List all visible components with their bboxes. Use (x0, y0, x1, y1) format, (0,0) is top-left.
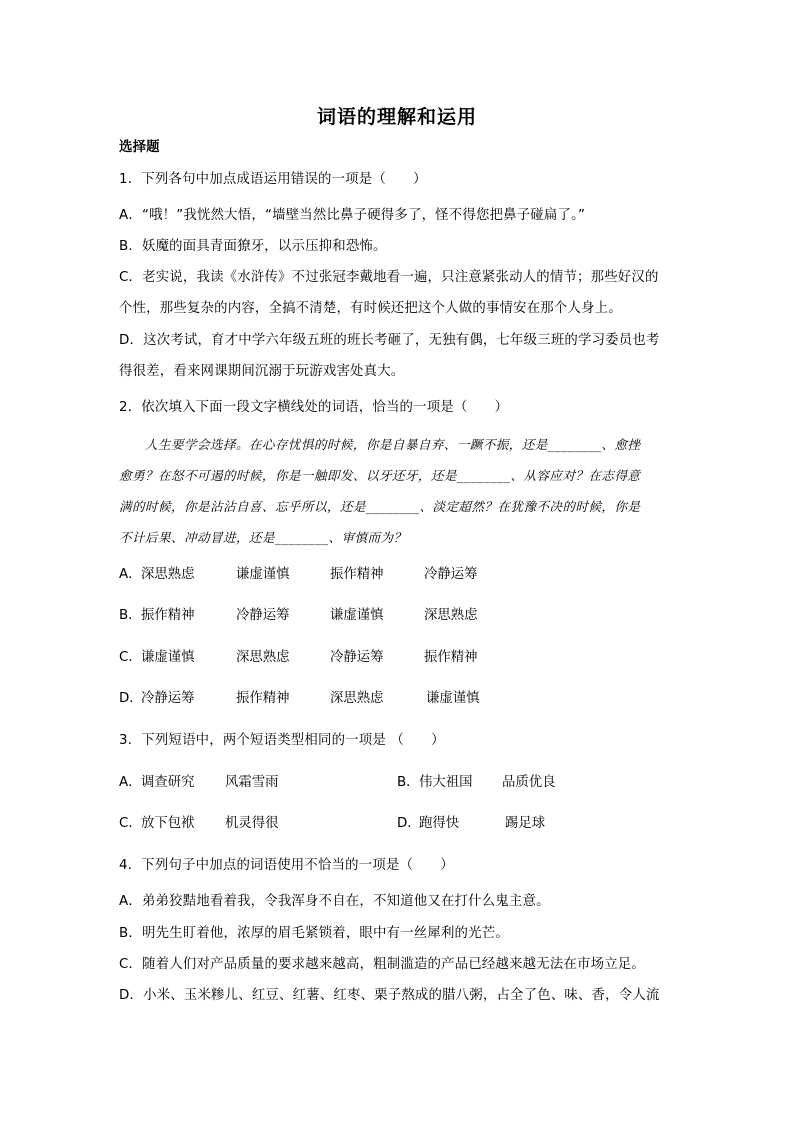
question-4-option-a: A．弟弟狡黠地看着我，令我浑身不自在，不知道他又在打什么鬼主意。 (119, 894, 550, 909)
option-word: 风霜雪雨 (225, 775, 279, 790)
option-word: 深思熟虑 (424, 608, 478, 623)
question-1-option-c-line2: 个性，那些复杂的内容，全搞不清楚，有时候还把这个人做的事情安在那个人身上。 (119, 301, 622, 316)
option-label: D． (397, 816, 421, 831)
option-label: D． (119, 691, 143, 706)
option-word: 谦虚谨慎 (330, 608, 384, 623)
option-word: 谦虚谨慎 (426, 691, 480, 706)
option-word: 谦虚谨慎 (236, 567, 290, 582)
option-label: C． (119, 650, 142, 665)
question-4-stem: 4．下列句子中加点的词语使用不恰当的一项是（ ） (119, 858, 454, 873)
option-word: 深思熟虑 (236, 650, 290, 665)
option-word: 踢足球 (505, 816, 546, 831)
option-word: 振作精神 (330, 567, 384, 582)
option-word: 振作精神 (424, 650, 478, 665)
question-4-option-c: C．随着人们对产品质量的要求越来越高，粗制滥造的产品已经越来越无法在市场立足。 (119, 957, 645, 972)
option-word: 机灵得很 (225, 816, 279, 831)
option-word: 品质优良 (502, 775, 556, 790)
option-word: 跑得快 (419, 816, 460, 831)
question-4-option-d: D．小米、玉米糁儿、红豆、红薯、红枣、栗子熬成的腊八粥，占全了色、味、香，令人流 (119, 988, 660, 1003)
question-2-stem: 2．依次填入下面一段文字横线处的词语，恰当的一项是（ ） (119, 400, 509, 415)
question-1-option-d-line2: 得很差，看来网课期间沉溺于玩游戏害处真大。 (119, 364, 405, 379)
option-word: 振作精神 (141, 608, 195, 623)
option-label: C． (119, 816, 142, 831)
option-word: 深思熟虑 (330, 691, 384, 706)
question-2-passage-line: 人生要学会选择。在心存忧惧的时候，你是自暴自弃、一蹶不振，还是________、愈挫 (119, 437, 641, 452)
section-heading: 选择题 (119, 140, 160, 155)
question-2-passage-line: 满的时候，你是沾沾自喜、忘乎所以，还是________、淡定超然？在犹豫不决的时候，你是 (119, 499, 641, 514)
option-word: 放下包袱 (141, 816, 195, 831)
option-word: 深思熟虑 (141, 567, 195, 582)
option-word: 谦虚谨慎 (141, 650, 195, 665)
option-word: 调查研究 (141, 775, 195, 790)
question-1-option-c-line1: C．老实说，我读《水浒传》不过张冠李戴地看一遍，只注意紧张动人的情节；那些好汉的 (119, 270, 659, 285)
page-title: 词语的理解和运用 (316, 106, 477, 128)
question-2-passage-line: 愈勇？在怒不可遏的时候，你是一触即发、以牙还牙，还是________、从容应对？在志得意 (119, 468, 641, 483)
option-word: 冷静运筹 (330, 650, 384, 665)
question-1-stem: 1．下列各句中加点成语运用错误的一项是（ ） (119, 172, 427, 187)
option-label: A． (119, 775, 142, 790)
option-word: 冷静运筹 (424, 567, 478, 582)
question-4-option-b: B．明先生盯着他，浓厚的眉毛紧锁着，眼中有一丝犀利的光芒。 (119, 926, 509, 941)
option-word: 振作精神 (236, 691, 290, 706)
question-2-passage-line: 不计后果、冲动冒进，还是________、审慎而为？ (119, 530, 407, 545)
option-word: 冷静运筹 (141, 691, 195, 706)
question-1-option-a: A．“哦！”我恍然大悟，“墙壁当然比鼻子硬得多了，怪不得您把鼻子碰扁了。” (119, 208, 586, 223)
question-1-option-b: B．妖魔的面具青面獠牙，以示压抑和恐怖。 (119, 239, 387, 254)
question-3-stem: 3．下列短语中，两个短语类型相同的一项是 （ ） (119, 733, 445, 748)
option-word: 冷静运筹 (236, 608, 290, 623)
option-label: B． (119, 608, 142, 623)
option-label: B． (397, 775, 420, 790)
question-1-option-d-line1: D．这次考试，育才中学六年级五班的班长考砸了，无独有偶，七年级三班的学习委员也考 (119, 333, 660, 348)
option-label: A． (119, 567, 142, 582)
option-word: 伟大祖国 (419, 775, 473, 790)
